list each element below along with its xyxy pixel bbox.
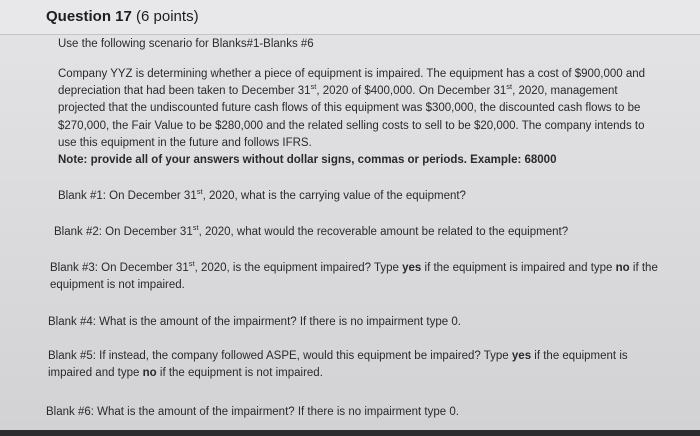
scenario-part-1: Company YYZ is determining whether a piece of equipment is impaired. The equipment has a cost of $900,000 and depreciation that had been taken to December 31 [58, 68, 646, 98]
ordinal-suffix: st [310, 82, 317, 92]
answer-format-note: Note: provide all of your answers without dollar signs, commas or periods. Example: 68000 [58, 154, 557, 167]
scenario-part-2: , 2020 of $400,000. On December 31 [316, 85, 507, 98]
scenario-intro: Use the following scenario for Blanks#1-Blanks #6 [58, 38, 314, 50]
blank-1-text-end: , 2020, what is the carrying value of the equipment? [202, 190, 466, 202]
blank-2-prompt [54, 224, 664, 241]
scenario-part-3: , 2020, management projected that the undiscounted future cash flows of this equipment was $300,000, the discounted cash flows to be $270,000, the Fair Value to be $280,000 and the related selling costs to sell to be $20,000. The company intends to use this equipment in the future and follows IFRS. [58, 85, 645, 149]
question-number: Question 17 [46, 8, 132, 25]
blank-1-prompt [58, 188, 658, 205]
question-title [46, 8, 199, 25]
blank-1-text: Blank #1: On December 31 [58, 190, 197, 202]
blank-2-text: Blank #2: On December 31 [54, 226, 193, 238]
scenario-paragraph [58, 66, 658, 152]
blank-3-text-mid: , 2020, is the equipment impaired? Type [194, 262, 403, 274]
ordinal-suffix: st [192, 223, 199, 232]
blank-3-text-end: if the equipment is not impaired. [50, 262, 658, 291]
scenario-text [58, 66, 658, 169]
blank-3-text: Blank #3: On December 31 [50, 262, 189, 274]
blank-2-text-end: , 2020, what would the recoverable amount be related to the equipment? [198, 226, 569, 238]
blank-5-prompt [48, 348, 668, 382]
blank-5-text: Blank #5: If instead, the company followed ASPE, would this equipment be impaired? Type [48, 350, 512, 362]
screen-bottom-edge [0, 430, 700, 436]
yes-keyword: yes [402, 262, 422, 274]
blank-5-text-mid: if the equipment is impaired and type [48, 350, 628, 379]
ordinal-suffix: st [188, 259, 195, 268]
blank-6-prompt: Blank #6: What is the amount of the impairment? If there is no impairment type 0. [46, 406, 459, 418]
yes-keyword: yes [511, 350, 532, 362]
ordinal-suffix: st [506, 82, 513, 92]
ordinal-suffix: st [196, 187, 203, 196]
blank-3-text-mid2: if the equipment is impaired and type [421, 262, 616, 274]
blank-3-prompt [50, 260, 665, 294]
question-header [0, 0, 700, 35]
no-keyword: no [142, 367, 157, 379]
blank-5-text-end: if the equipment is not impaired. [156, 367, 323, 379]
no-keyword: no [615, 262, 630, 274]
question-points: (6 points) [136, 8, 199, 25]
blank-4-prompt: Blank #4: What is the amount of the impairment? If there is no impairment type 0. [48, 316, 461, 328]
